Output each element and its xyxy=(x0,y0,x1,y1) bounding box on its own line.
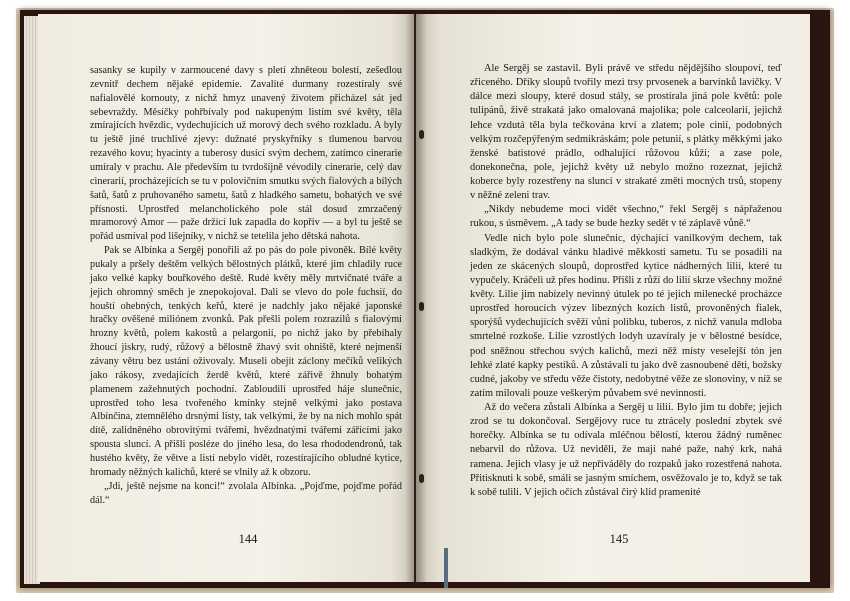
binding-hole xyxy=(419,130,424,139)
page-number: 144 xyxy=(238,531,258,546)
paragraph: Až do večera zůstali Albínka a Sergěj u lilií. Bylo jim tu dobře; jejich zrod se tu dokončoval. Sergějovy ruce tu ztrácely poslední zbytek své horečky. Albínka se tu odívala mléčnou bělostí, kterou žádný ruměnec nebarvil do růžova. Už neviděli, že mají nahé paže, nahý krk, nahá ramena. Jejich vlasy je už nepřiváděly do rozpaků jako rozestřená nahota. Přitisknuti k sobě, smáli se jasným smíchem, osvěžovalo je to, když se tak k sobě tulili. V jejich očích zůstával čirý klid pramenité xyxy=(470,402,782,498)
bookmark-ribbon xyxy=(444,548,448,588)
left-page xyxy=(38,14,414,582)
gutter-shadow xyxy=(405,14,427,582)
binding-hole xyxy=(419,474,424,483)
binding-hole xyxy=(419,302,424,311)
paragraph: Ale Sergěj se zastavil. Byli právě ve středu nějdějšího sloupoví, teď zřiceného. Dříky sloupů tvořily mezi trsy prvosenek a barvínků lavičky. V dálce mezi sloupy, které dosud stály, se prostírala jiná pole květů: pole tulipánů, živě strakatá jako omalovaná majolika; pole calceolarií, jejichž lehce vzdutá těla byla tečkována krví a zlatem; pole cinií, podobných velkým rozčepýřeným sedmikráskám; pole petunií, s plátky měkkými jako ženské batistové prádlo, odhalující růžovou kůži; a zase pole, donekonečna, pole, jejichž květy už nebylo možno rozeznat, jejichž koberce byly rozestřeny na slunci v strakaté změti mocných trsů, stopeny v něžné zeleni trav. xyxy=(470,63,782,202)
paragraph: „Jdi, ještě nejsme na konci!“ zvolala Albínka. „Pojďme, pojďme pořád dál.“ xyxy=(90,480,402,506)
left-page-text xyxy=(90,64,402,508)
paragraph: sasanky se kupily v zarmoucené davy s pletí zhněteou bolestí, zešedlou zevnitř dechem nějaké epidemie. Zavalité durmany rozestíraly své nafialovělé kornouty, z nichž hmyz unavený životem přicházel sát jed sebevraždy. Měsíčky pohřbívaly pod nakupeným listím své květy, těla zmírajících hvězdic, vydechujících už morový dech svého rozkladu. A byly tu ještě jiné truchlivé zjevy: dužnaté pryskyřníky s tlumenou barvou rezavého kovu; hyacinty a tuberosy dusící svým dechem, zatímco cinerarie umíraly v prachu. Ale především tu tvrdošíjně vévodily cinerarie, celý dav cinerarií, procházejících se tu v polovičním smutku svých fialových a bílých šatů, šatů z pruhovaného sametu, šatů z hladkého sametu, bohatých ve své přísnosti. Uprostřed melancholického pole stál dosud zmrzačený mramorový Amor — paže držící luk zapadla do kopřiv — a byl tu ještě se pořád usmíval pod lišejníky, v nichž se tetelila jeho dětská nahota. xyxy=(90,65,402,243)
paragraph: Vedle nich bylo pole slunečnic, dýchající vanilkovým dechem, tak sladkým, že dodával vánku hladivé měkkosti sametu. Tu se posadili na jeden ze skácených sloupů, doprostřed kytice nádherných lilií, které tu vypučely. Kráčeli už přes hodinu. Přišli z růží do lilií skrze všechny možné květy. Lilie jim nabízely nevinný útulek po té jejich milenecké procházce uprostřed horoucích výzev libezných kozích listů, provoněných fialek, sporýšů vydechujících svěží vůni polibku, tuberos, z nichž vanula mdloba smrtelné rozkoše. Lilie vzrostlých lodyh uzavíraly je v bělostné besídce, pod sněžnou střechou svých kalichů, mezi něž místy veselejší tón jen lehké zlaté kapky pestíků. A zůstávali tu jako dvě zasnoubené děti, božsky cudné, jakoby ve středu věže čistoty, nedobytné věže ze slonoviny, v níž se zatím milovali pouze veškerým půvabem své nevinnosti. xyxy=(470,232,782,399)
paragraph: „Nikdy nebudeme moci vidět všechno,“ řekl Sergěj s nápřaženou rukou, s úsměvem. „A tady se bude hezky sedět v té záplavě vůně.“ xyxy=(470,204,782,230)
right-page-text xyxy=(470,62,782,500)
right-page xyxy=(416,14,810,582)
page-number: 145 xyxy=(609,531,629,546)
paragraph: Pak se Albínka a Sergěj ponořili až po pás do pole pivoněk. Bílé květy pukaly a pršely deštěm velkých bělostných plátků, které jim chladily ruce jako velké kapky bouřkového deště. Rudé květy měly mrtvičnaté tváře a jejich ohromný směch je znepokojoval. Dali se vlevo do pole fuchsií, do houští ohebných, tenkých keřů, které je nadchly jako nějaké japonské hračky ověšené miliónem zvonků. Pak přešli polem rozrazilů s fialovými hrozny květů, polem kakostů a pelargonií, po nichž jako by přebíhaly žhoucí jiskry, rudý, růžový a bělostně žhavý svit ohniště, které nejmenší závany větru bez ustání oživovaly. Museli obejít záclony mečíků velikých jako rákosy, zvedajících žerdě květů, které zářivě žhnuly bohatým plamenem zažehnutých pochodní. Zabloudili uprostřed háje slunečnic, uprostřed toho lesa tvořeného kmínky stejně velkými jako postava Albínčina, ztemnělého drsnými listy, tak velkými, že by na nich mohlo spát dítě, zalidněného obrovitými tvářemi, hvězdnatými tvářemi zářícími jako spousta sluncí. A přišli posléze do jiného lesa, do lesa rhododendronů, tak hustého květy, že větve a listí nebylo vidět, rozestírajícího obludné kytice, hromady něžných kalichů, které se vlnily až k obzoru. xyxy=(90,245,402,478)
